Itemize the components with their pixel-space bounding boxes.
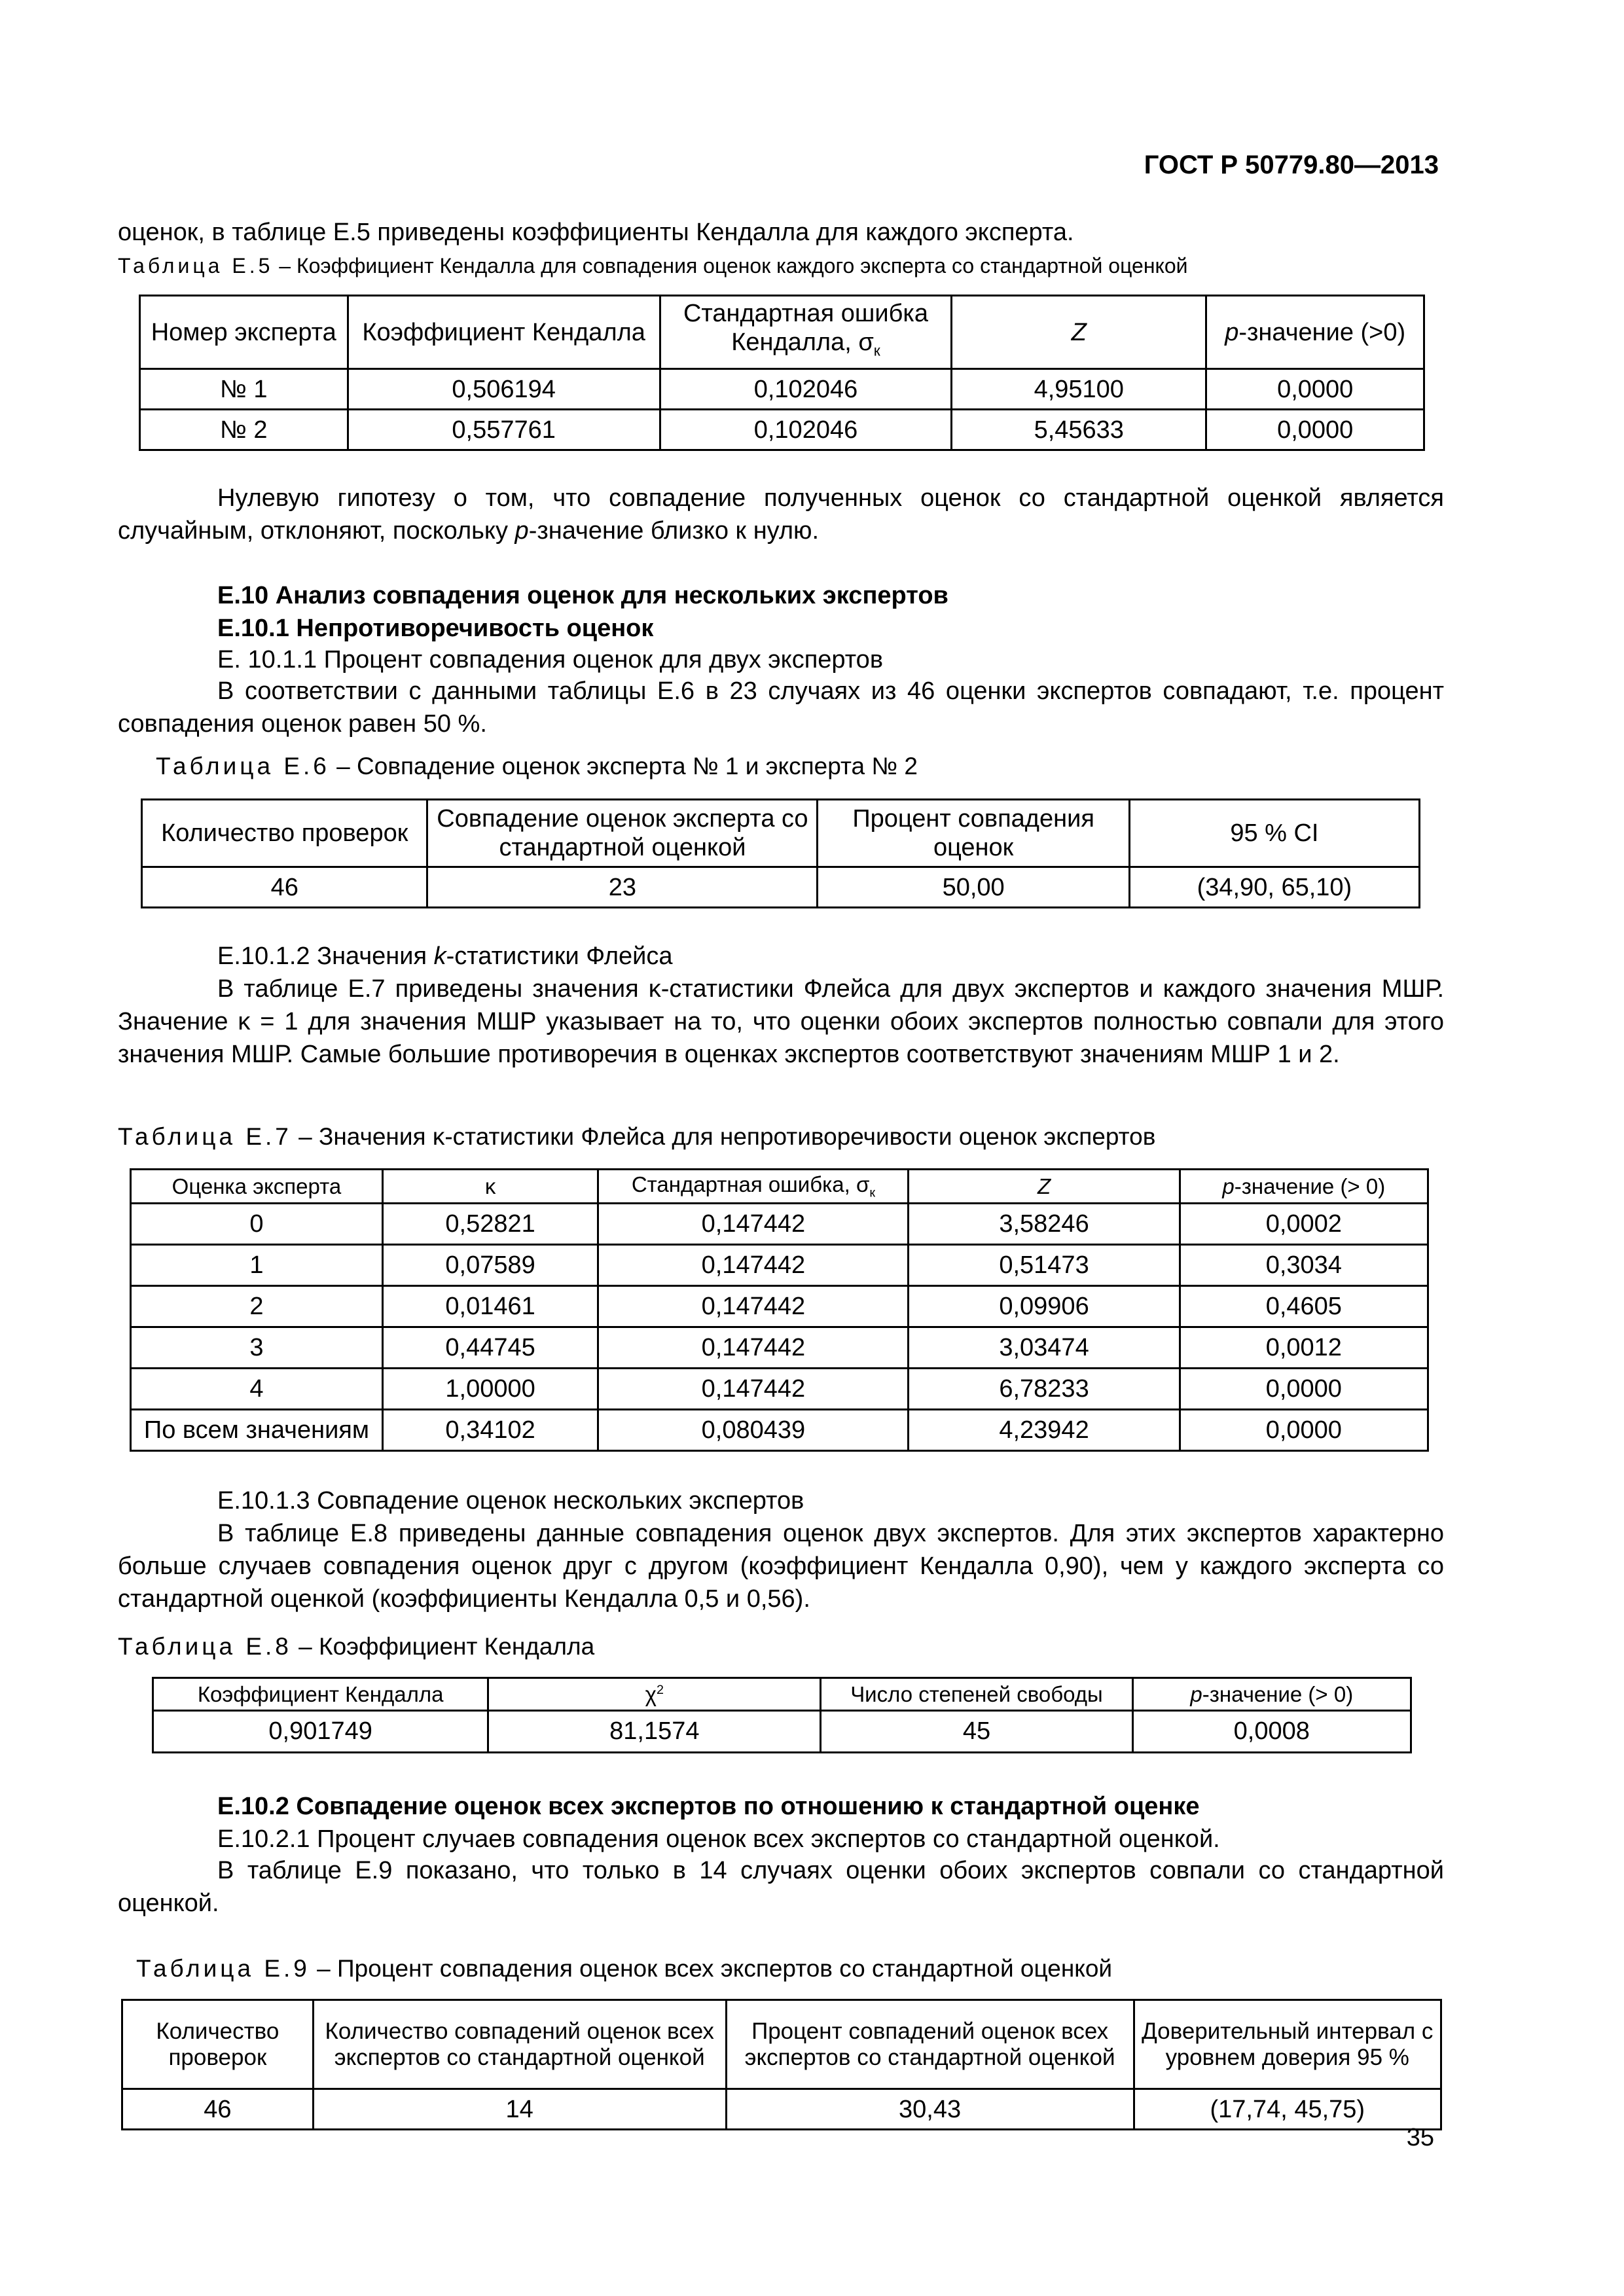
intro-line: оценок, в таблице Е.5 приведены коэффициенты Кендалла для каждого эксперта. bbox=[118, 219, 1074, 246]
para1-p: p bbox=[514, 517, 529, 545]
table5-caption bbox=[118, 251, 1188, 281]
table5-caption-label: Таблица Е.5 bbox=[118, 254, 274, 278]
table-cell: 0 bbox=[131, 1204, 383, 1245]
table7-header-z bbox=[909, 1170, 1180, 1204]
section-e10-title: Е.10 Анализ совпадения оценок для нескольких экспертов bbox=[217, 582, 948, 609]
table-cell: 0,3034 bbox=[1180, 1245, 1428, 1286]
table-cell: 0,147442 bbox=[598, 1204, 909, 1245]
table-cell: 6,78233 bbox=[909, 1369, 1180, 1410]
table-cell: 0,147442 bbox=[598, 1286, 909, 1327]
table5-header-stderr bbox=[660, 296, 951, 369]
table8-header-chi bbox=[488, 1678, 821, 1711]
table-row bbox=[131, 1245, 1428, 1286]
table-cell: 0,557761 bbox=[348, 410, 660, 450]
p-italic: p bbox=[1222, 1174, 1235, 1198]
section-e101-title: Е.10.1 Непротиворечивость оценок bbox=[217, 615, 654, 642]
table5-header-z bbox=[952, 296, 1206, 369]
table-cell: По всем значениям bbox=[131, 1410, 383, 1451]
section-e1012-title bbox=[118, 940, 1444, 973]
table8-header-chi-sup: 2 bbox=[656, 1682, 664, 1697]
table-cell: 81,1574 bbox=[488, 1711, 821, 1753]
table-cell: (17,74, 45,75) bbox=[1134, 2089, 1441, 2130]
table-cell: 0,0002 bbox=[1180, 1204, 1428, 1245]
table-cell: 0,901749 bbox=[153, 1711, 488, 1753]
table-cell: 4 bbox=[131, 1369, 383, 1410]
doc-header: ГОСТ Р 50779.80—2013 bbox=[1144, 151, 1439, 179]
table9-caption-label: Таблица Е.9 bbox=[136, 1955, 310, 1982]
table-cell: (34,90, 65,10) bbox=[1129, 867, 1419, 908]
table-row bbox=[131, 1327, 1428, 1369]
table-cell: 46 bbox=[122, 2089, 314, 2130]
table-row bbox=[153, 1711, 1411, 1753]
para-null-hypothesis bbox=[118, 482, 1444, 547]
table-cell: 3 bbox=[131, 1327, 383, 1369]
table-row bbox=[142, 800, 1420, 867]
table-cell: 50,00 bbox=[818, 867, 1129, 908]
table-cell: 3,03474 bbox=[909, 1327, 1180, 1369]
para1-before: Нулевую гипотезу о том, что совпадение полученных оценок со стандартной оценкой является случайным, отклоняют, поскольку bbox=[118, 484, 1444, 545]
table7-header-kappa: κ bbox=[382, 1170, 598, 1204]
table-cell: 0,09906 bbox=[909, 1286, 1180, 1327]
table5-caption-text: – Коэффициент Кендалла для совпадения оценок каждого эксперта со стандартной оценкой bbox=[273, 254, 1188, 278]
table-row bbox=[122, 2089, 1441, 2130]
page-number: 35 bbox=[1406, 2124, 1434, 2151]
table6-caption-label: Таблица Е.6 bbox=[156, 753, 330, 780]
section-e1013-title: Е.10.1.3 Совпадение оценок нескольких экспертов bbox=[217, 1487, 804, 1515]
table-e9 bbox=[121, 1999, 1442, 2130]
p-italic: p bbox=[1190, 1681, 1202, 1706]
table8-header-df: Число степеней свободы bbox=[821, 1678, 1132, 1711]
table8-caption-label: Таблица Е.8 bbox=[118, 1633, 292, 1660]
table-cell: 0,51473 bbox=[909, 1245, 1180, 1286]
table7-header-stderr-text: Стандартная ошибка, σ bbox=[631, 1172, 870, 1196]
section-e1012-para: В таблице Е.7 приведены значения κ-статистики Флейса для двух экспертов и каждого значения МШР. Значение κ = 1 для значения МШР указывает на то, что оценки обоих экспертов полностью совпали для этого значения МШР. Самые большие противоречия в оценках экспертов соответствуют значениям МШР 1 и 2. bbox=[118, 975, 1444, 1068]
table6-header-0: Количество проверок bbox=[142, 800, 427, 867]
table8-caption bbox=[118, 1632, 594, 1662]
table-row bbox=[131, 1204, 1428, 1245]
table-e8 bbox=[152, 1677, 1412, 1753]
table9-header-3: Доверительный интервал с уровнем доверия 95 % bbox=[1134, 2000, 1441, 2089]
table-e5 bbox=[139, 295, 1425, 451]
table5-header-stderr-text: Стандартная ошибка Кендалла, σ bbox=[683, 300, 928, 357]
p-italic: p bbox=[1225, 318, 1239, 346]
table-cell: 46 bbox=[142, 867, 427, 908]
table7-caption bbox=[118, 1122, 1155, 1152]
table-row bbox=[140, 410, 1424, 450]
table-row bbox=[142, 867, 1420, 908]
section-e1011-para: В соответствии с данными таблицы Е.6 в 23 случаях из 46 оценки экспертов совпадают, т.е. процент совпадения оценок равен 50 %. bbox=[118, 677, 1444, 738]
table-cell: 4,95100 bbox=[952, 369, 1206, 410]
table-row bbox=[131, 1410, 1428, 1451]
table7-header-stderr bbox=[598, 1170, 909, 1204]
table8-header-chi-text: χ bbox=[645, 1681, 657, 1706]
para1-after: -значение близко к нулю. bbox=[528, 517, 820, 545]
table7-header-sigma-sub: к bbox=[869, 1185, 875, 1200]
table-e7 bbox=[130, 1168, 1429, 1452]
table-row bbox=[131, 1170, 1428, 1204]
table6-caption bbox=[156, 751, 918, 781]
table-row bbox=[122, 2000, 1441, 2089]
table7-header-p: p-значение (> 0) bbox=[1180, 1170, 1428, 1204]
table7-header-z-text: Z bbox=[1037, 1174, 1051, 1198]
table-cell: 2 bbox=[131, 1286, 383, 1327]
section-e1021-title: Е.10.2.1 Процент случаев совпадения оценок всех экспертов со стандартной оценкой. bbox=[217, 1825, 1220, 1853]
table7-header-score: Оценка эксперта bbox=[131, 1170, 383, 1204]
table-cell: 30,43 bbox=[726, 2089, 1134, 2130]
table-cell: 14 bbox=[313, 2089, 726, 2130]
table-row bbox=[140, 296, 1424, 369]
e1012-title-before: Е.10.1.2 Значения bbox=[217, 942, 434, 970]
table-cell: 0,0000 bbox=[1206, 410, 1424, 450]
table-cell: 0,34102 bbox=[382, 1410, 598, 1451]
table-row bbox=[131, 1286, 1428, 1327]
table-cell: 0,44745 bbox=[382, 1327, 598, 1369]
table-cell: 4,23942 bbox=[909, 1410, 1180, 1451]
table8-caption-text: – Коэффициент Кендалла bbox=[291, 1633, 595, 1660]
section-e1021-para: В таблице Е.9 показано, что только в 14 случаях оценки обоих экспертов совпали со стандартной оценкой. bbox=[118, 1857, 1444, 1917]
table-cell: 0,52821 bbox=[382, 1204, 598, 1245]
table-cell: 0,0008 bbox=[1132, 1711, 1411, 1753]
table-cell: 0,0000 bbox=[1206, 369, 1424, 410]
table-cell: 0,102046 bbox=[660, 410, 951, 450]
table-cell: 0,0012 bbox=[1180, 1327, 1428, 1369]
table-row bbox=[153, 1678, 1411, 1711]
table6-caption-text: – Совпадение оценок эксперта № 1 и эксперта № 2 bbox=[329, 753, 918, 780]
table8-header-kendall: Коэффициент Кендалла bbox=[153, 1678, 488, 1711]
table-cell: 0,147442 bbox=[598, 1327, 909, 1369]
e1012-title-after: -статистики Флейса bbox=[446, 942, 673, 970]
table5-header-sigma-sub: к bbox=[873, 342, 880, 359]
table-cell: 0,01461 bbox=[382, 1286, 598, 1327]
table6-header-3: 95 % CI bbox=[1129, 800, 1419, 867]
table-row bbox=[140, 369, 1424, 410]
table-cell: 0,080439 bbox=[598, 1410, 909, 1451]
table6-header-2: Процент совпадения оценок bbox=[818, 800, 1129, 867]
table5-header-p: p-значение (>0) bbox=[1206, 296, 1424, 369]
table-cell: 3,58246 bbox=[909, 1204, 1180, 1245]
e1012-title-k: k bbox=[433, 942, 446, 970]
table9-caption-text: – Процент совпадения оценок всех экспертов со стандартной оценкой bbox=[310, 1955, 1113, 1982]
table-cell: 5,45633 bbox=[952, 410, 1206, 450]
table5-header-z-text: Z bbox=[1071, 318, 1087, 346]
table-cell: 0,07589 bbox=[382, 1245, 598, 1286]
table9-caption bbox=[136, 1954, 1112, 1984]
table-cell: 45 bbox=[821, 1711, 1132, 1753]
table-cell: 0,4605 bbox=[1180, 1286, 1428, 1327]
table5-header-expert: Номер эксперта bbox=[140, 296, 348, 369]
table-cell: 1,00000 bbox=[382, 1369, 598, 1410]
section-e1013-para: В таблице Е.8 приведены данные совпадения оценок двух экспертов. Для этих экспертов характерно больше случаев совпадения оценок друг с другом (коэффициент Кендалла 0,90), чем у каждого эксперта со стандартной оценкой (коэффициенты Кендалла 0,5 и 0,56). bbox=[118, 1520, 1444, 1613]
table-cell: 0,147442 bbox=[598, 1245, 909, 1286]
table-cell: № 2 bbox=[140, 410, 348, 450]
table8-header-p: p-значение (> 0) bbox=[1132, 1678, 1411, 1711]
table6-header-1: Совпадение оценок эксперта со стандартной оценкой bbox=[427, 800, 818, 867]
section-e1011-title: Е. 10.1.1 Процент совпадения оценок для двух экспертов bbox=[217, 646, 884, 673]
section-e102-title: Е.10.2 Совпадение оценок всех экспертов по отношению к стандартной оценке bbox=[217, 1793, 1200, 1820]
table-cell: 0,102046 bbox=[660, 369, 951, 410]
table-cell: 1 bbox=[131, 1245, 383, 1286]
table-cell: 0,0000 bbox=[1180, 1369, 1428, 1410]
table-cell: № 1 bbox=[140, 369, 348, 410]
table-cell: 0,506194 bbox=[348, 369, 660, 410]
table7-caption-label: Таблица Е.7 bbox=[118, 1123, 292, 1150]
table5-header-kendall: Коэффициент Кендалла bbox=[348, 296, 660, 369]
table7-caption-text: – Значения κ-статистики Флейса для непротиворечивости оценок экспертов bbox=[291, 1123, 1156, 1150]
table-cell: 23 bbox=[427, 867, 818, 908]
table9-header-0: Количество проверок bbox=[122, 2000, 314, 2089]
table-cell: 0,147442 bbox=[598, 1369, 909, 1410]
table-cell: 0,0000 bbox=[1180, 1410, 1428, 1451]
table9-header-1: Количество совпадений оценок всех экспертов со стандартной оценкой bbox=[313, 2000, 726, 2089]
table-row bbox=[131, 1369, 1428, 1410]
table-e6 bbox=[141, 798, 1420, 908]
table9-header-2: Процент совпадений оценок всех экспертов со стандартной оценкой bbox=[726, 2000, 1134, 2089]
